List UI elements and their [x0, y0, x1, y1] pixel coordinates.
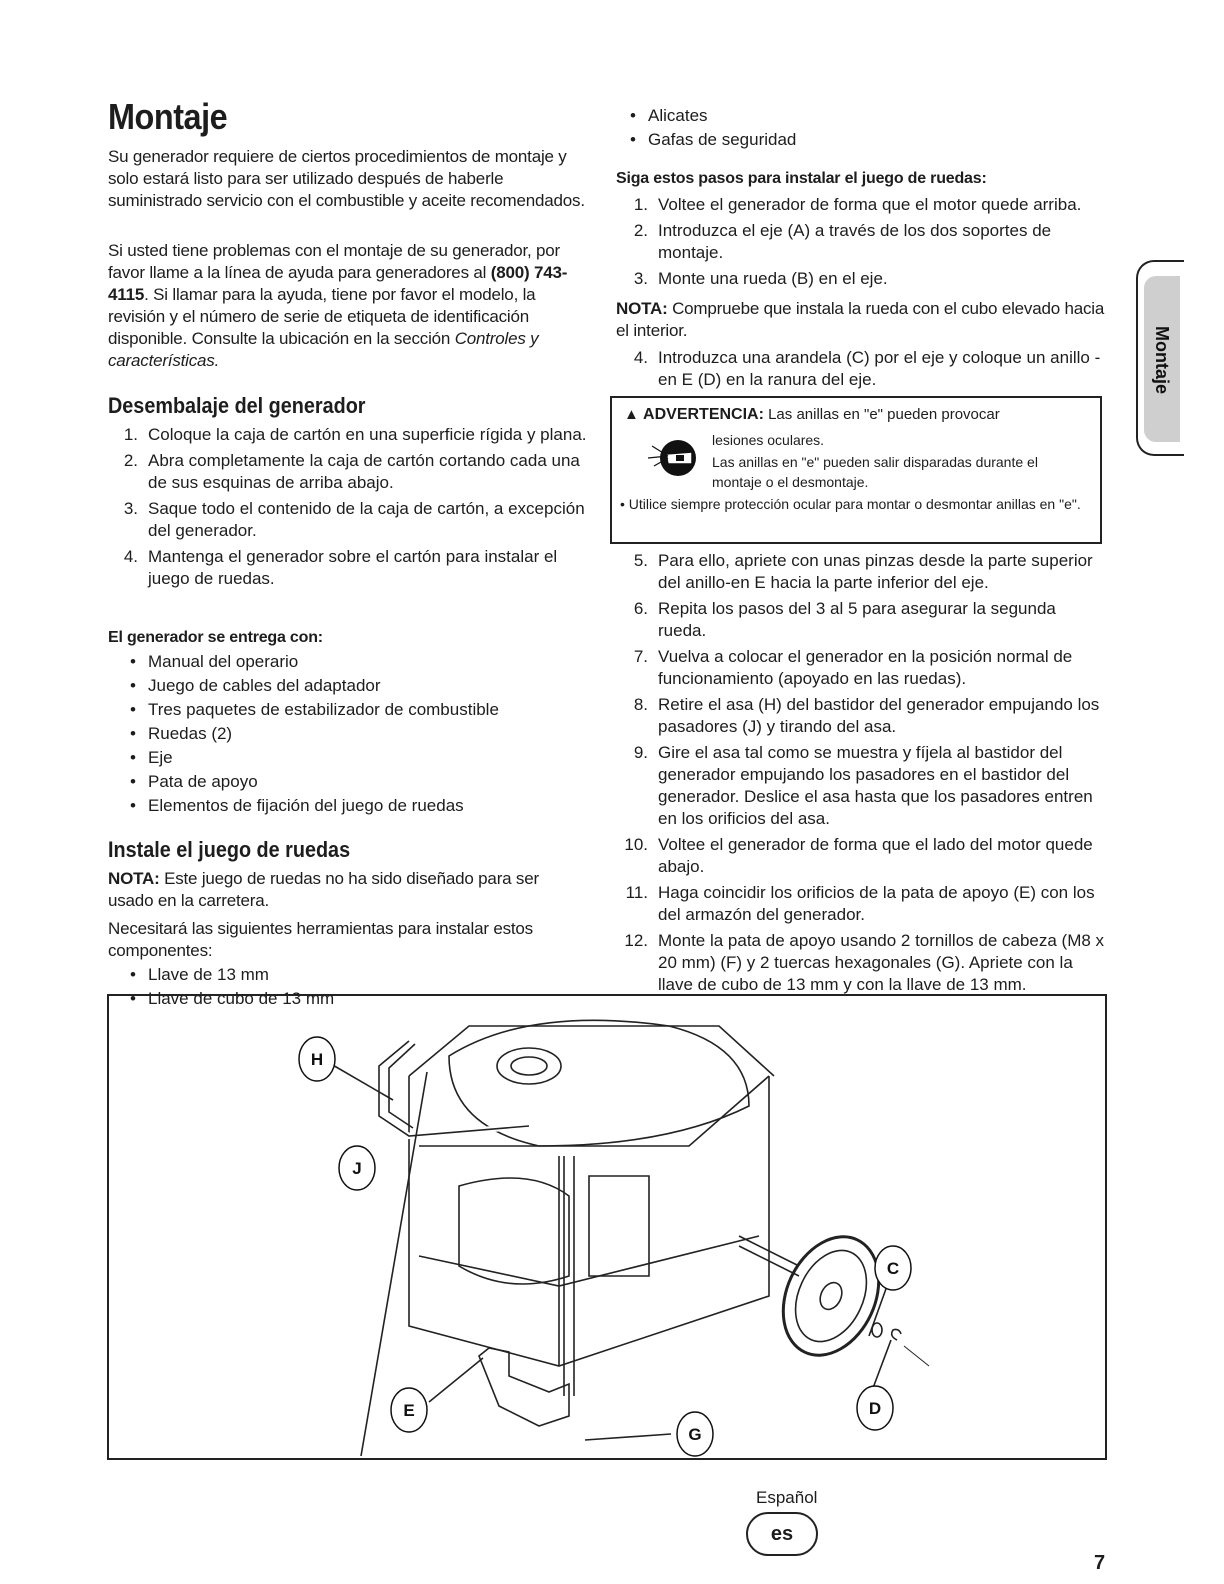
svg-text:C: C — [886, 1259, 900, 1278]
list-item: • Elementos de fijación del juego de ruedas — [108, 794, 588, 818]
list-item: 4. Introduzca una arandela (C) por el eje y coloque un anillo -en E (D) en la ranura del eje. — [633, 348, 1101, 389]
list-item: 7. Vuelva a colocar el generador en la posición normal de funcionamiento (apoyado en las ruedas). — [633, 647, 1073, 688]
eye-hazard-icon — [646, 432, 702, 488]
intro-paragraph-2 — [108, 240, 583, 372]
warning-line-2: lesiones oculares. — [712, 432, 825, 448]
list-item: 3. Saque todo el contenido de la caja de cartón, a excepción del generador. — [123, 499, 585, 540]
tools-intro: Necesitará las siguientes herramientas para instalar estos componentes: — [108, 919, 533, 960]
list-item: 4. Mantenga el generador sobre el cartón para instalar el juego de ruedas. — [123, 547, 558, 588]
list-item: 6. Repita los pasos del 3 al 5 para asegurar la segunda rueda. — [633, 599, 1056, 640]
install-note-2: NOTA: Compruebe que instala la rueda con el cubo elevado hacia el interior. — [616, 299, 1105, 340]
list-item: 12. Monte la pata de apoyo usando 2 tornillos de cabeza (M8 x 20 mm) (F) y 2 tuercas hexagonales (G). Apriete con la llave de cubo de 13 mm y con la llave de 13 mm. — [624, 931, 1105, 994]
warning-header — [624, 406, 1000, 424]
unpack-steps — [108, 424, 588, 594]
ships-heading: El generador se entrega con: — [108, 629, 323, 646]
list-item: • Eje — [108, 746, 588, 770]
list-item: • Llave de 13 mm — [108, 963, 588, 987]
install-steps-a — [618, 194, 1108, 294]
ships-list — [108, 650, 588, 818]
section-reference: Controles y características. — [108, 329, 539, 370]
list-item: 10. Voltee el generador de forma que el lado del motor quede abajo. — [624, 835, 1093, 876]
list-item: • Manual del operario — [108, 650, 588, 674]
unpack-heading: Desembalaje del generador — [108, 393, 366, 418]
callout-h — [299, 1037, 335, 1081]
warning-triangle-icon: ▲ — [624, 406, 639, 423]
svg-text:G: G — [688, 1425, 702, 1444]
list-item: 2. Introduzca el eje (A) a través de los dos soportes de montaje. — [633, 221, 1052, 262]
tools-list-b — [608, 104, 1088, 152]
callout-j — [339, 1146, 375, 1190]
list-item: • Llave de cubo de 13 mm — [108, 987, 588, 1011]
warning-line-4: montaje o el desmontaje. — [712, 474, 869, 490]
list-item: 1. Coloque la caja de cartón en una superficie rígida y plana. — [123, 425, 587, 444]
callout-e — [391, 1388, 427, 1432]
footer-language: Español — [756, 1488, 818, 1507]
warning-line-3: Las anillas en "e" pueden salir disparadas durante el — [712, 454, 1038, 470]
callout-g — [677, 1412, 713, 1456]
install-steps-b — [618, 550, 1108, 1000]
warning-label: ADVERTENCIA: — [643, 406, 764, 423]
section-tab-label: Montaje — [1152, 325, 1172, 394]
list-item: 5. Para ello, apriete con unas pinzas desde la parte superior del anillo-en E hacia la parte inferior del eje. — [633, 551, 1093, 592]
list-item: 9. Gire el asa tal como se muestra y fíjela al bastidor del generador empujando los pasadores en el bastidor del generador. Deslice el asa hasta que los pasadores entren en los orificios del asa. — [633, 743, 1093, 828]
list-item: • Ruedas (2) — [108, 722, 588, 746]
list-item: • Juego de cables del adaptador — [108, 674, 588, 698]
page-number: 7 — [1094, 1552, 1106, 1574]
warning-box — [610, 396, 1102, 544]
warning-line-1: Las anillas en "e" pueden provocar — [768, 406, 1000, 423]
callout-d — [857, 1386, 893, 1430]
install-note: NOTA: Este juego de ruedas no ha sido diseñado para ser usado en la carretera. — [108, 869, 539, 910]
svg-text:J: J — [352, 1159, 362, 1178]
list-item: 1. Voltee el generador de forma que el motor quede arriba. — [633, 195, 1082, 214]
list-item: • Gafas de seguridad — [608, 128, 1088, 152]
language-badge: es — [746, 1512, 818, 1556]
helpline-phone: (800) 743-4115 — [108, 263, 568, 304]
assembly-figure — [107, 994, 1107, 1460]
list-item: 11. Haga coincidir los orificios de la pata de apoyo (E) con los del armazón del generador. — [625, 883, 1095, 924]
list-item: 3. Monte una rueda (B) en el eje. — [633, 269, 888, 288]
intro-paragraph-1: Su generador requiere de ciertos procedimientos de montaje y solo estará listo para ser utilizado después de haberle suministrado servicio con el combustible y aceite recomendados. — [108, 147, 585, 210]
intro-text-a: Si usted tiene problemas con el montaje de su generador, por favor llame a la línea de ayuda para generadores al — [108, 241, 561, 282]
page-title: Montaje — [108, 96, 228, 137]
steps-heading: Siga estos pasos para instalar el juego de ruedas: — [616, 170, 987, 187]
list-item: • Tres paquetes de estabilizador de combustible — [108, 698, 588, 722]
svg-text:E: E — [403, 1401, 415, 1420]
list-item: • Alicates — [608, 104, 1088, 128]
svg-text:H: H — [310, 1050, 324, 1069]
intro-text-b: . Si llamar para la ayuda, tiene por favor el modelo, la revisión y el número de serie de etiqueta de identificación disponible. Consulte la ubicación en la sección — [108, 285, 536, 348]
svg-text:D: D — [868, 1399, 882, 1418]
list-item: 2. Abra completamente la caja de cartón cortando cada una de sus esquinas de arriba abajo. — [123, 451, 580, 492]
warning-bullet: • Utilice siempre protección ocular para montar o desmontar anillas en "e". — [620, 496, 1081, 512]
install-heading: Instale el juego de ruedas — [108, 837, 351, 862]
generator-illustration — [109, 996, 1105, 1458]
list-item: 8. Retire el asa (H) del bastidor del generador empujando los pasadores (J) y tirando del asa. — [633, 695, 1100, 736]
install-step-4 — [618, 347, 1108, 395]
callout-c — [875, 1246, 911, 1290]
list-item: • Pata de apoyo — [108, 770, 588, 794]
